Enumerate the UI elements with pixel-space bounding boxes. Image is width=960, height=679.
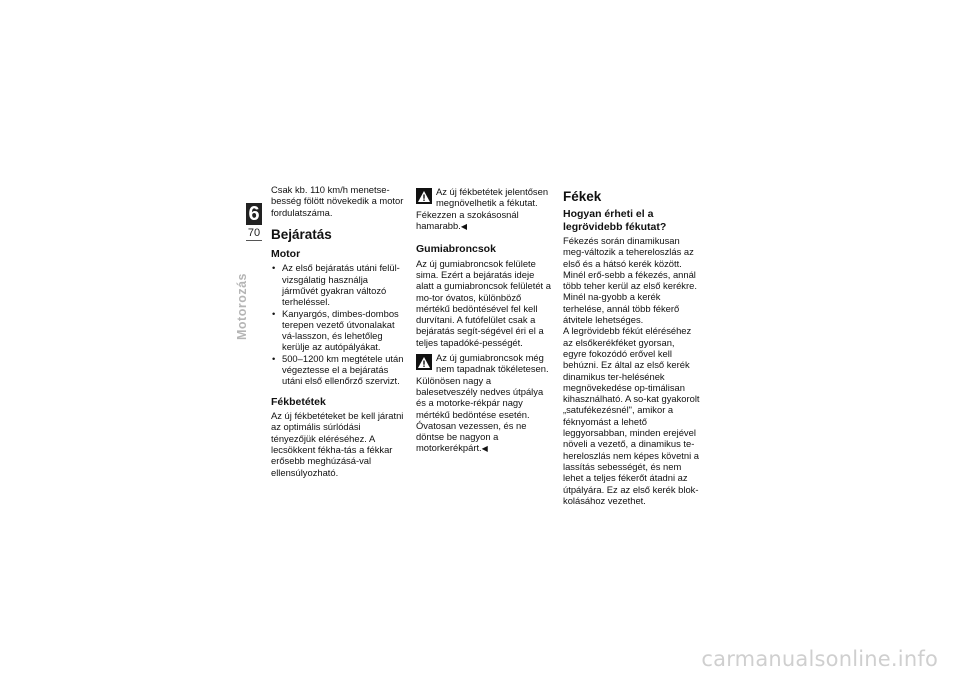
- warning-detail: Különösen nagy a balesetveszély nedves útpálya és a motorke-rékpár nagy mértékű bedöntése esetén.: [416, 374, 544, 420]
- tires-paragraph: Az új gumiabroncsok felülete sima. Ezért a bejáratás ideje alatt a gumiabroncsok felületét a mo-tor óvatos, különböző mértékű bedöntésével fel kell durvítani. A futófelület csak a bejáratás segít-ségével éri el a teljes tapadóké-pességét.: [416, 257, 551, 348]
- column-2: [416, 184, 551, 455]
- chapter-number-tab: 6: [246, 203, 262, 225]
- warning-text: Az új gumiabroncsok még nem tapadnak tökéletesen.: [436, 352, 549, 375]
- warning-tires: [416, 352, 551, 455]
- list-item: • 500–1200 km megtétele után végeztesse el a bejáratás utáni első ellenőrző szervizt.: [271, 353, 406, 387]
- warning-advice: Fékezzen a szokásosnál hamarabb.◀: [416, 208, 519, 231]
- site-watermark: carmanualsonline.info: [701, 647, 938, 671]
- section-side-label: Motorozás: [235, 273, 249, 340]
- end-mark-icon: ◀: [481, 444, 488, 454]
- end-mark-icon: ◀: [460, 221, 467, 231]
- column-3: [563, 184, 700, 506]
- warning-advice: Óvatosan vezessen, és ne döntse be nagyon a motorkerékpárt.◀: [416, 419, 527, 454]
- motor-heading: Motor: [271, 247, 301, 260]
- list-item: • Kanyargós, dimbes-dombos terepen vezető útvonalakat vá-lasszon, és lehetőleg kerülje az autópályákat.: [271, 308, 406, 353]
- brake-pads-heading: Fékbetétek: [271, 395, 326, 408]
- brake-pads-paragraph: Az új fékbetéteket be kell járatni az optimális súrlódási tényezőjük eléréséhez. A lecsökkent fékha-tás a fékkar erősebb meghúzásá-val ellensúlyozható.: [271, 410, 404, 478]
- shortest-braking-heading: Hogyan érheti el a legrövidebb fékutat?: [563, 208, 667, 233]
- breakin-heading: Bejáratás: [271, 226, 332, 242]
- column-1: [271, 184, 406, 478]
- brakes-paragraph-1: Fékezés során dinamikusan meg-változik a tehereloszlás az első és a hátsó kerék között. Minél erő-sebb a fékezés, annál több teher kerül az első kerékre. Minél na-gyobb a kerék terhelése, annál több fékerő átvitele lehetséges.: [563, 235, 697, 326]
- warning-triangle-icon: [416, 354, 432, 370]
- warning-triangle-icon: [416, 188, 432, 204]
- tires-heading: Gumiabroncsok: [416, 243, 496, 256]
- brakes-paragraph-2: A legrövidebb fékút eléréséhez az elsőkerékféket gyorsan, egyre fokozódó erővel kell behúzni. Ez által az első kerék dinamikus ter-helésének megnövekedése op-timálisan kihasználható. A so-kat gyakorolt „satufékezésnél", amikor a féknyomást a lehető leggyorsabban, minden erejével növeli a vezető, a dinamikus te-hereloszlás nem képes követni a lassítás sebességét, és nem lehet a teljes fékerőt átadni az útpályára. Ez az első kerék blok-kolásához vezethet.: [563, 325, 700, 506]
- brakes-heading: Fékek: [563, 189, 602, 204]
- list-item: • Az első bejáratás utáni felül-vizsgálatig használja járművét gyakran változó terheléssel.: [271, 262, 406, 307]
- page-number: 70: [247, 227, 261, 239]
- warning-text: Az új fékbetétek jelentősen megnövelhetik a fékutat.: [436, 186, 549, 209]
- motor-list: [271, 262, 406, 386]
- warning-brake-pads: [416, 186, 551, 232]
- intro-paragraph: Csak kb. 110 km/h menetse-besség fölött növekedik a motor fordulatszáma.: [271, 184, 404, 218]
